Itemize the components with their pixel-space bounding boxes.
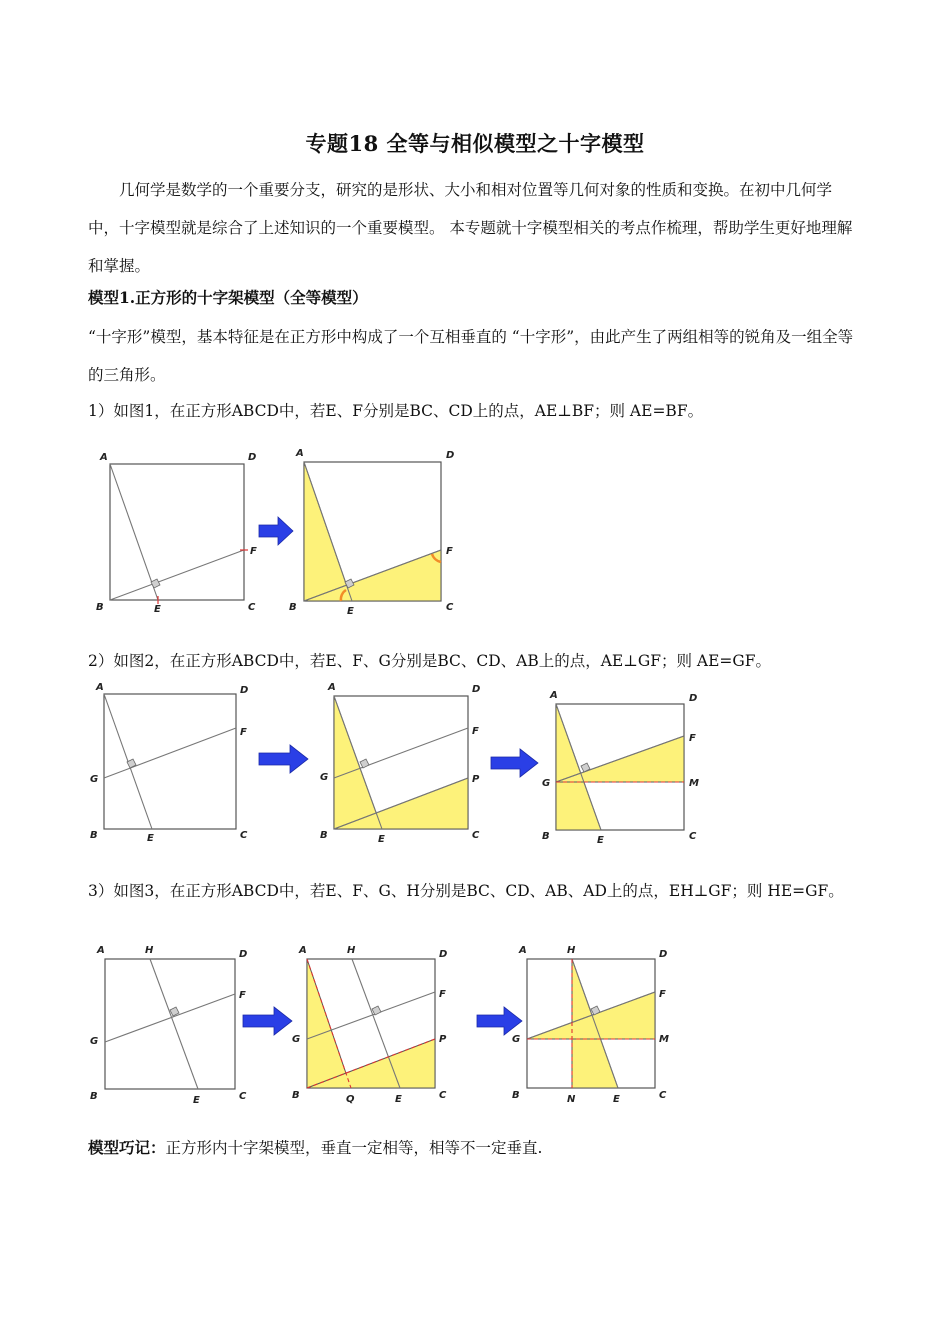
- label-P: P: [472, 774, 480, 785]
- figure-2-original: [88, 680, 258, 845]
- label-B: B: [90, 830, 98, 841]
- label-N: N: [567, 1094, 576, 1105]
- arrow-icon: [258, 744, 310, 774]
- figure-3-step-3: [510, 942, 685, 1107]
- label-D: D: [240, 685, 249, 696]
- label-F: F: [659, 989, 666, 1000]
- label-H: H: [567, 945, 576, 956]
- label-H: H: [347, 945, 356, 956]
- label-E: E: [378, 834, 385, 845]
- label-G: G: [542, 778, 551, 789]
- label-M: M: [659, 1034, 669, 1045]
- label-E: E: [193, 1095, 200, 1106]
- label-B: B: [96, 602, 104, 613]
- label-D: D: [472, 684, 481, 695]
- summary-label: 模型巧记：: [88, 1138, 166, 1157]
- label-D: D: [239, 949, 248, 960]
- figure-3-step-2: [290, 942, 465, 1107]
- label-F: F: [446, 546, 453, 557]
- label-B: B: [512, 1090, 520, 1101]
- label-C: C: [248, 602, 256, 613]
- intro-paragraph: 几何学是数学的一个重要分支，研究的是形状、大小和相对位置等几何对象的性质和变换。在初中几何学中，十字模型就是综合了上述知识的一个重要模型。 本专题就十字模型相关的考点作梳理，帮助学生更好地理解和掌握。: [88, 181, 853, 275]
- figure-2-step-3: [540, 688, 715, 848]
- figure-3-original: [88, 942, 258, 1107]
- label-A: A: [550, 690, 558, 701]
- label-G: G: [512, 1034, 521, 1045]
- arrow-icon: [242, 1006, 294, 1036]
- label-A: A: [328, 682, 336, 693]
- label-E: E: [147, 833, 154, 844]
- summary-text: 正方形内十字架模型，垂直一定相等，相等不一定垂直.: [165, 1139, 543, 1157]
- label-B: B: [289, 602, 297, 613]
- label-F: F: [689, 733, 696, 744]
- page-title: 专题18 全等与相似模型之十字模型: [305, 131, 645, 156]
- label-F: F: [472, 726, 479, 737]
- arrow-icon: [490, 748, 540, 778]
- label-A: A: [100, 452, 108, 463]
- label-G: G: [320, 772, 329, 783]
- label-D: D: [689, 693, 698, 704]
- label-E: E: [613, 1094, 620, 1105]
- label-E: E: [154, 604, 161, 615]
- label-Q: Q: [346, 1094, 355, 1105]
- label-C: C: [239, 1091, 247, 1102]
- label-C: C: [659, 1090, 667, 1101]
- section-heading: 模型1.正方形的十字架模型（全等模型）: [88, 288, 368, 307]
- model-summary: [88, 1136, 542, 1158]
- case-3-statement: 3）如图3，在正方形ABCD中，若E、F、G、H分别是BC、CD、AB、AD上的点，EH⊥GF；则 HE=GF。: [88, 882, 844, 900]
- label-A: A: [97, 945, 105, 956]
- case-2-statement: 2）如图2，在正方形ABCD中，若E、F、G分别是BC、CD、AB上的点，AE⊥GF；则 AE=GF。: [88, 652, 772, 670]
- label-C: C: [446, 602, 454, 613]
- label-F: F: [239, 990, 246, 1001]
- label-B: B: [90, 1091, 98, 1102]
- label-A: A: [296, 448, 304, 459]
- figure-2-step-2: [318, 680, 498, 845]
- label-C: C: [689, 831, 697, 842]
- label-A: A: [96, 682, 104, 693]
- label-D: D: [439, 949, 448, 960]
- model-feature-paragraph: “十字形”模型，基本特征是在正方形中构成了一个互相垂直的 “十字形”，由此产生了两组相等的锐角及一组全等的三角形。: [88, 328, 854, 384]
- label-G: G: [90, 1036, 99, 1047]
- label-B: B: [292, 1090, 300, 1101]
- label-H: H: [145, 945, 154, 956]
- label-D: D: [659, 949, 668, 960]
- label-E: E: [347, 606, 354, 617]
- label-P: P: [439, 1034, 447, 1045]
- case-1-statement: 1）如图1，在正方形ABCD中，若E、F分别是BC、CD上的点，AE⊥BF；则 AE=BF。: [88, 402, 704, 420]
- label-F: F: [240, 727, 247, 738]
- label-B: B: [320, 830, 328, 841]
- label-D: D: [248, 452, 257, 463]
- label-M: M: [689, 778, 699, 789]
- label-C: C: [439, 1090, 447, 1101]
- label-F: F: [250, 546, 257, 557]
- label-G: G: [292, 1034, 301, 1045]
- label-A: A: [299, 945, 307, 956]
- label-C: C: [240, 830, 248, 841]
- label-E: E: [395, 1094, 402, 1105]
- label-B: B: [542, 831, 550, 842]
- label-F: F: [439, 989, 446, 1000]
- label-G: G: [90, 774, 99, 785]
- figure-1-highlighted: [284, 444, 469, 619]
- label-A: A: [519, 945, 527, 956]
- label-D: D: [446, 450, 455, 461]
- label-E: E: [597, 835, 604, 846]
- figure-1-original: [88, 444, 268, 619]
- label-C: C: [472, 830, 480, 841]
